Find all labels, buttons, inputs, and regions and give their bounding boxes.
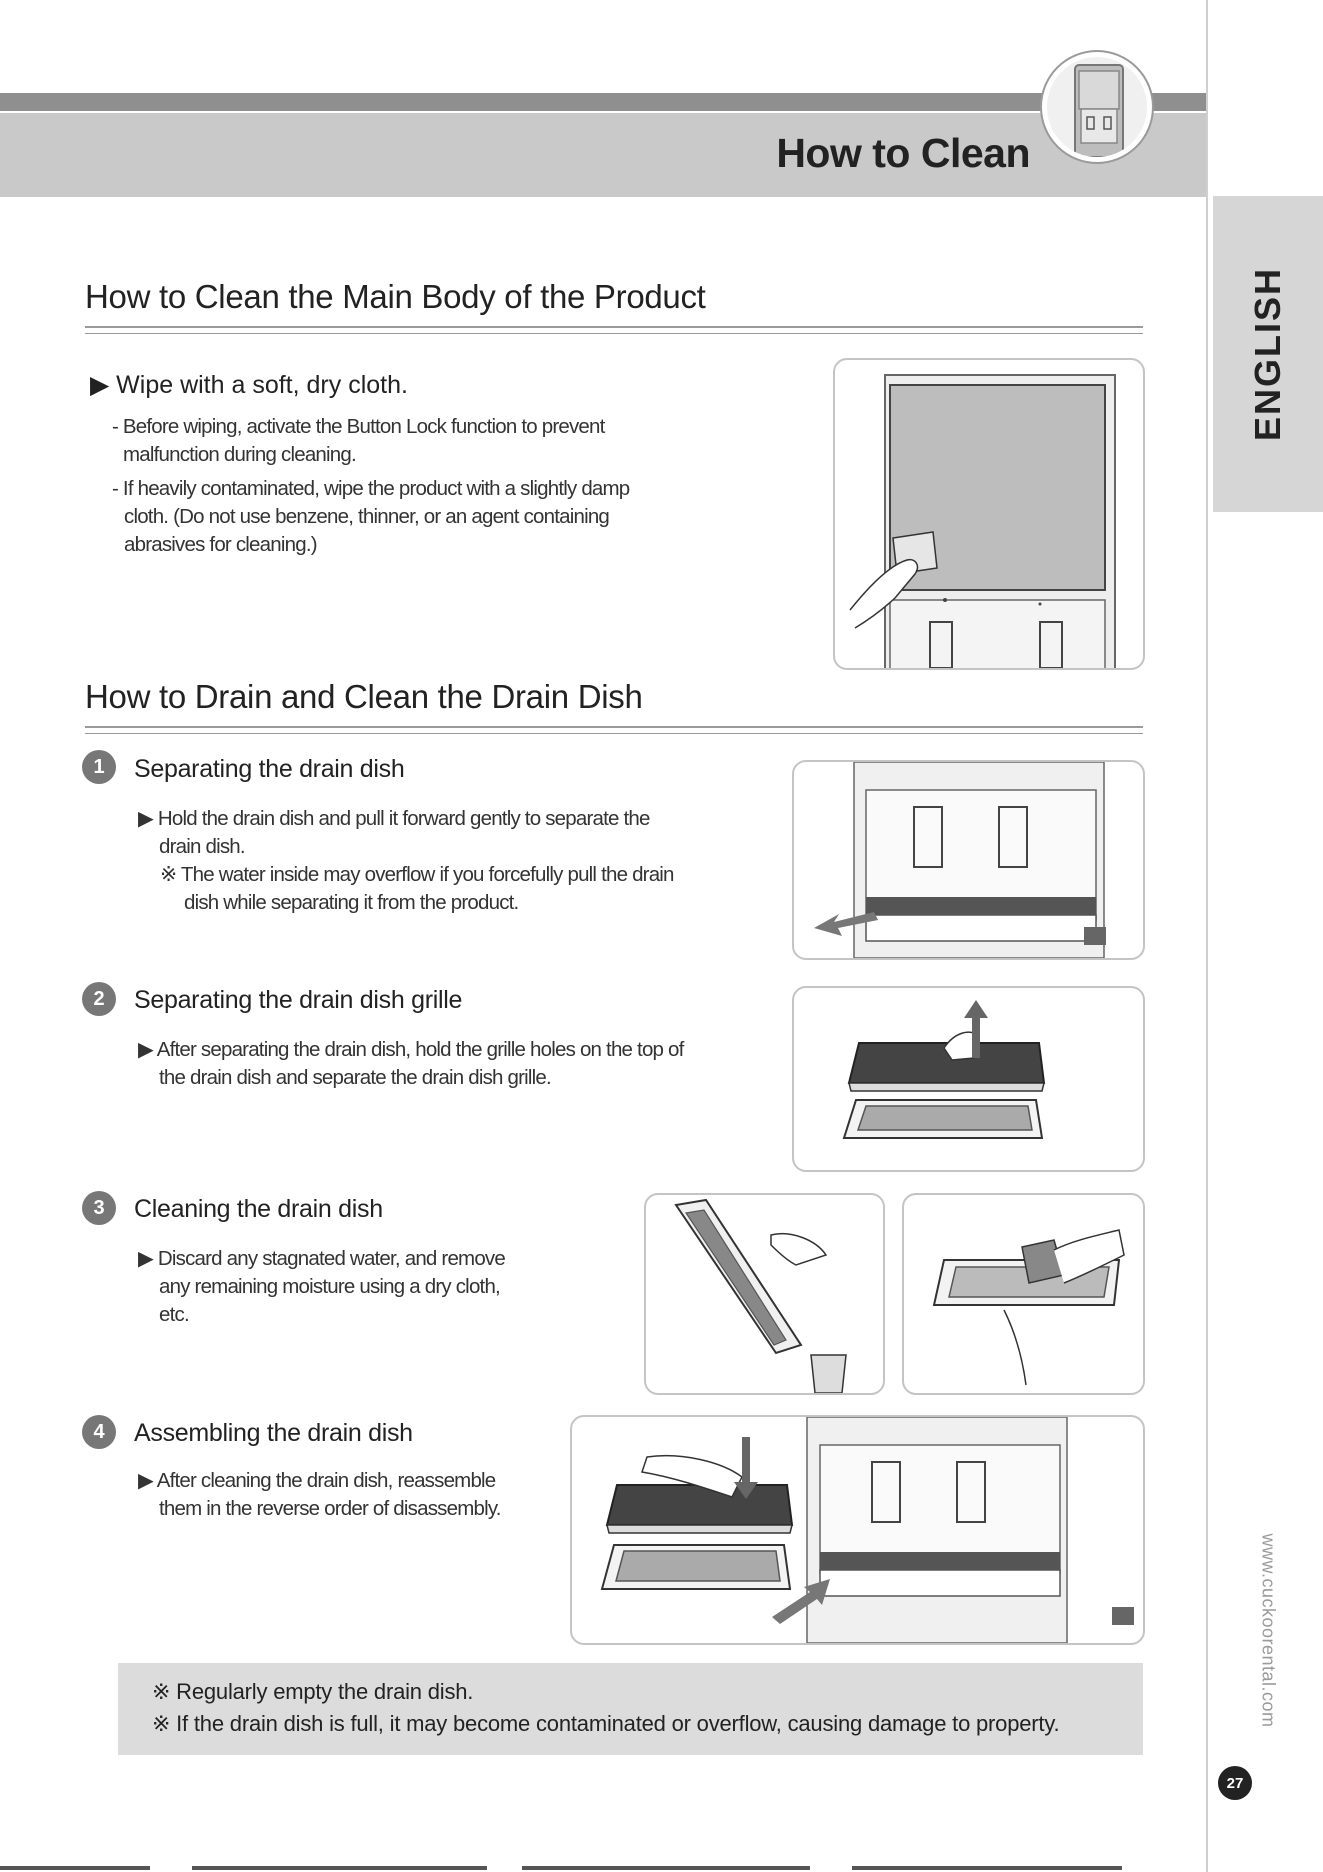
main-body-bullet: abrasives for cleaning.) xyxy=(124,533,317,556)
dry-cloth-illustration xyxy=(902,1193,1145,1395)
section-drain-title: How to Drain and Clean the Drain Dish xyxy=(85,678,643,715)
notes-box xyxy=(118,1663,1143,1755)
wiping-body-illustration xyxy=(833,358,1145,670)
page-title: How to Clean xyxy=(776,130,1030,176)
main-body-bullet: - If heavily contaminated, wipe the product with a slightly damp xyxy=(112,477,630,500)
page-number: 27 xyxy=(1218,1766,1252,1800)
main-body-bullet: - Before wiping, activate the Button Lock function to prevent xyxy=(112,415,605,438)
step-text: ▶ Discard any stagnated water, and remove xyxy=(138,1247,505,1270)
step-number-badge: 3 xyxy=(82,1191,116,1225)
main-body-lead: ▶ Wipe with a soft, dry cloth. xyxy=(90,371,408,399)
step-text: ▶ After separating the drain dish, hold the grille holes on the top of xyxy=(138,1038,684,1061)
separating-grille-illustration xyxy=(792,986,1145,1172)
step-title: Cleaning the drain dish xyxy=(134,1195,383,1223)
step-title: Assembling the drain dish xyxy=(134,1419,413,1447)
section-main-body-title: How to Clean the Main Body of the Product xyxy=(85,278,706,315)
step-text: etc. xyxy=(159,1303,189,1326)
footer-dash xyxy=(0,1866,150,1870)
step-number-badge: 4 xyxy=(82,1415,116,1449)
step-text: ※ The water inside may overflow if you forcefully pull the drain xyxy=(160,863,674,886)
footer-dash xyxy=(852,1866,1122,1870)
website-url: www.cuckoorental.com xyxy=(1258,1532,1279,1728)
step-text: ▶ After cleaning the drain dish, reassemble xyxy=(138,1469,496,1492)
note-line: ※ Regularly empty the drain dish. xyxy=(152,1679,474,1704)
language-label: ENGLISH xyxy=(1247,266,1289,442)
main-body-bullet: cloth. (Do not use benzene, thinner, or an agent containing xyxy=(124,505,610,528)
step-text: dish while separating it from the product. xyxy=(184,891,519,914)
product-thumbnail-icon xyxy=(1042,52,1152,162)
step-text: any remaining moisture using a dry cloth, xyxy=(159,1275,500,1298)
footer-dash xyxy=(522,1866,810,1870)
step-title: Separating the drain dish grille xyxy=(134,986,463,1014)
section-divider xyxy=(85,326,1143,334)
section-divider xyxy=(85,726,1143,734)
assembling-drain-dish-illustration xyxy=(570,1415,1145,1645)
main-body-bullet: malfunction during cleaning. xyxy=(123,443,356,466)
step-number-badge: 1 xyxy=(82,750,116,784)
step-text: drain dish. xyxy=(159,835,245,858)
step-title: Separating the drain dish xyxy=(134,755,405,783)
header-stripe xyxy=(0,93,1208,111)
note-line: ※ If the drain dish is full, it may become contaminated or overflow, causing damage to property. xyxy=(152,1711,1060,1736)
step-number-badge: 2 xyxy=(82,982,116,1016)
right-margin-rule xyxy=(1206,0,1208,1872)
step-text: them in the reverse order of disassembly. xyxy=(159,1497,501,1520)
step-text: ▶ Hold the drain dish and pull it forward gently to separate the xyxy=(138,807,650,830)
separating-drain-dish-illustration xyxy=(792,760,1145,960)
footer-dash xyxy=(192,1866,487,1870)
discard-water-illustration xyxy=(644,1193,885,1395)
step-text: the drain dish and separate the drain dish grille. xyxy=(159,1066,551,1089)
